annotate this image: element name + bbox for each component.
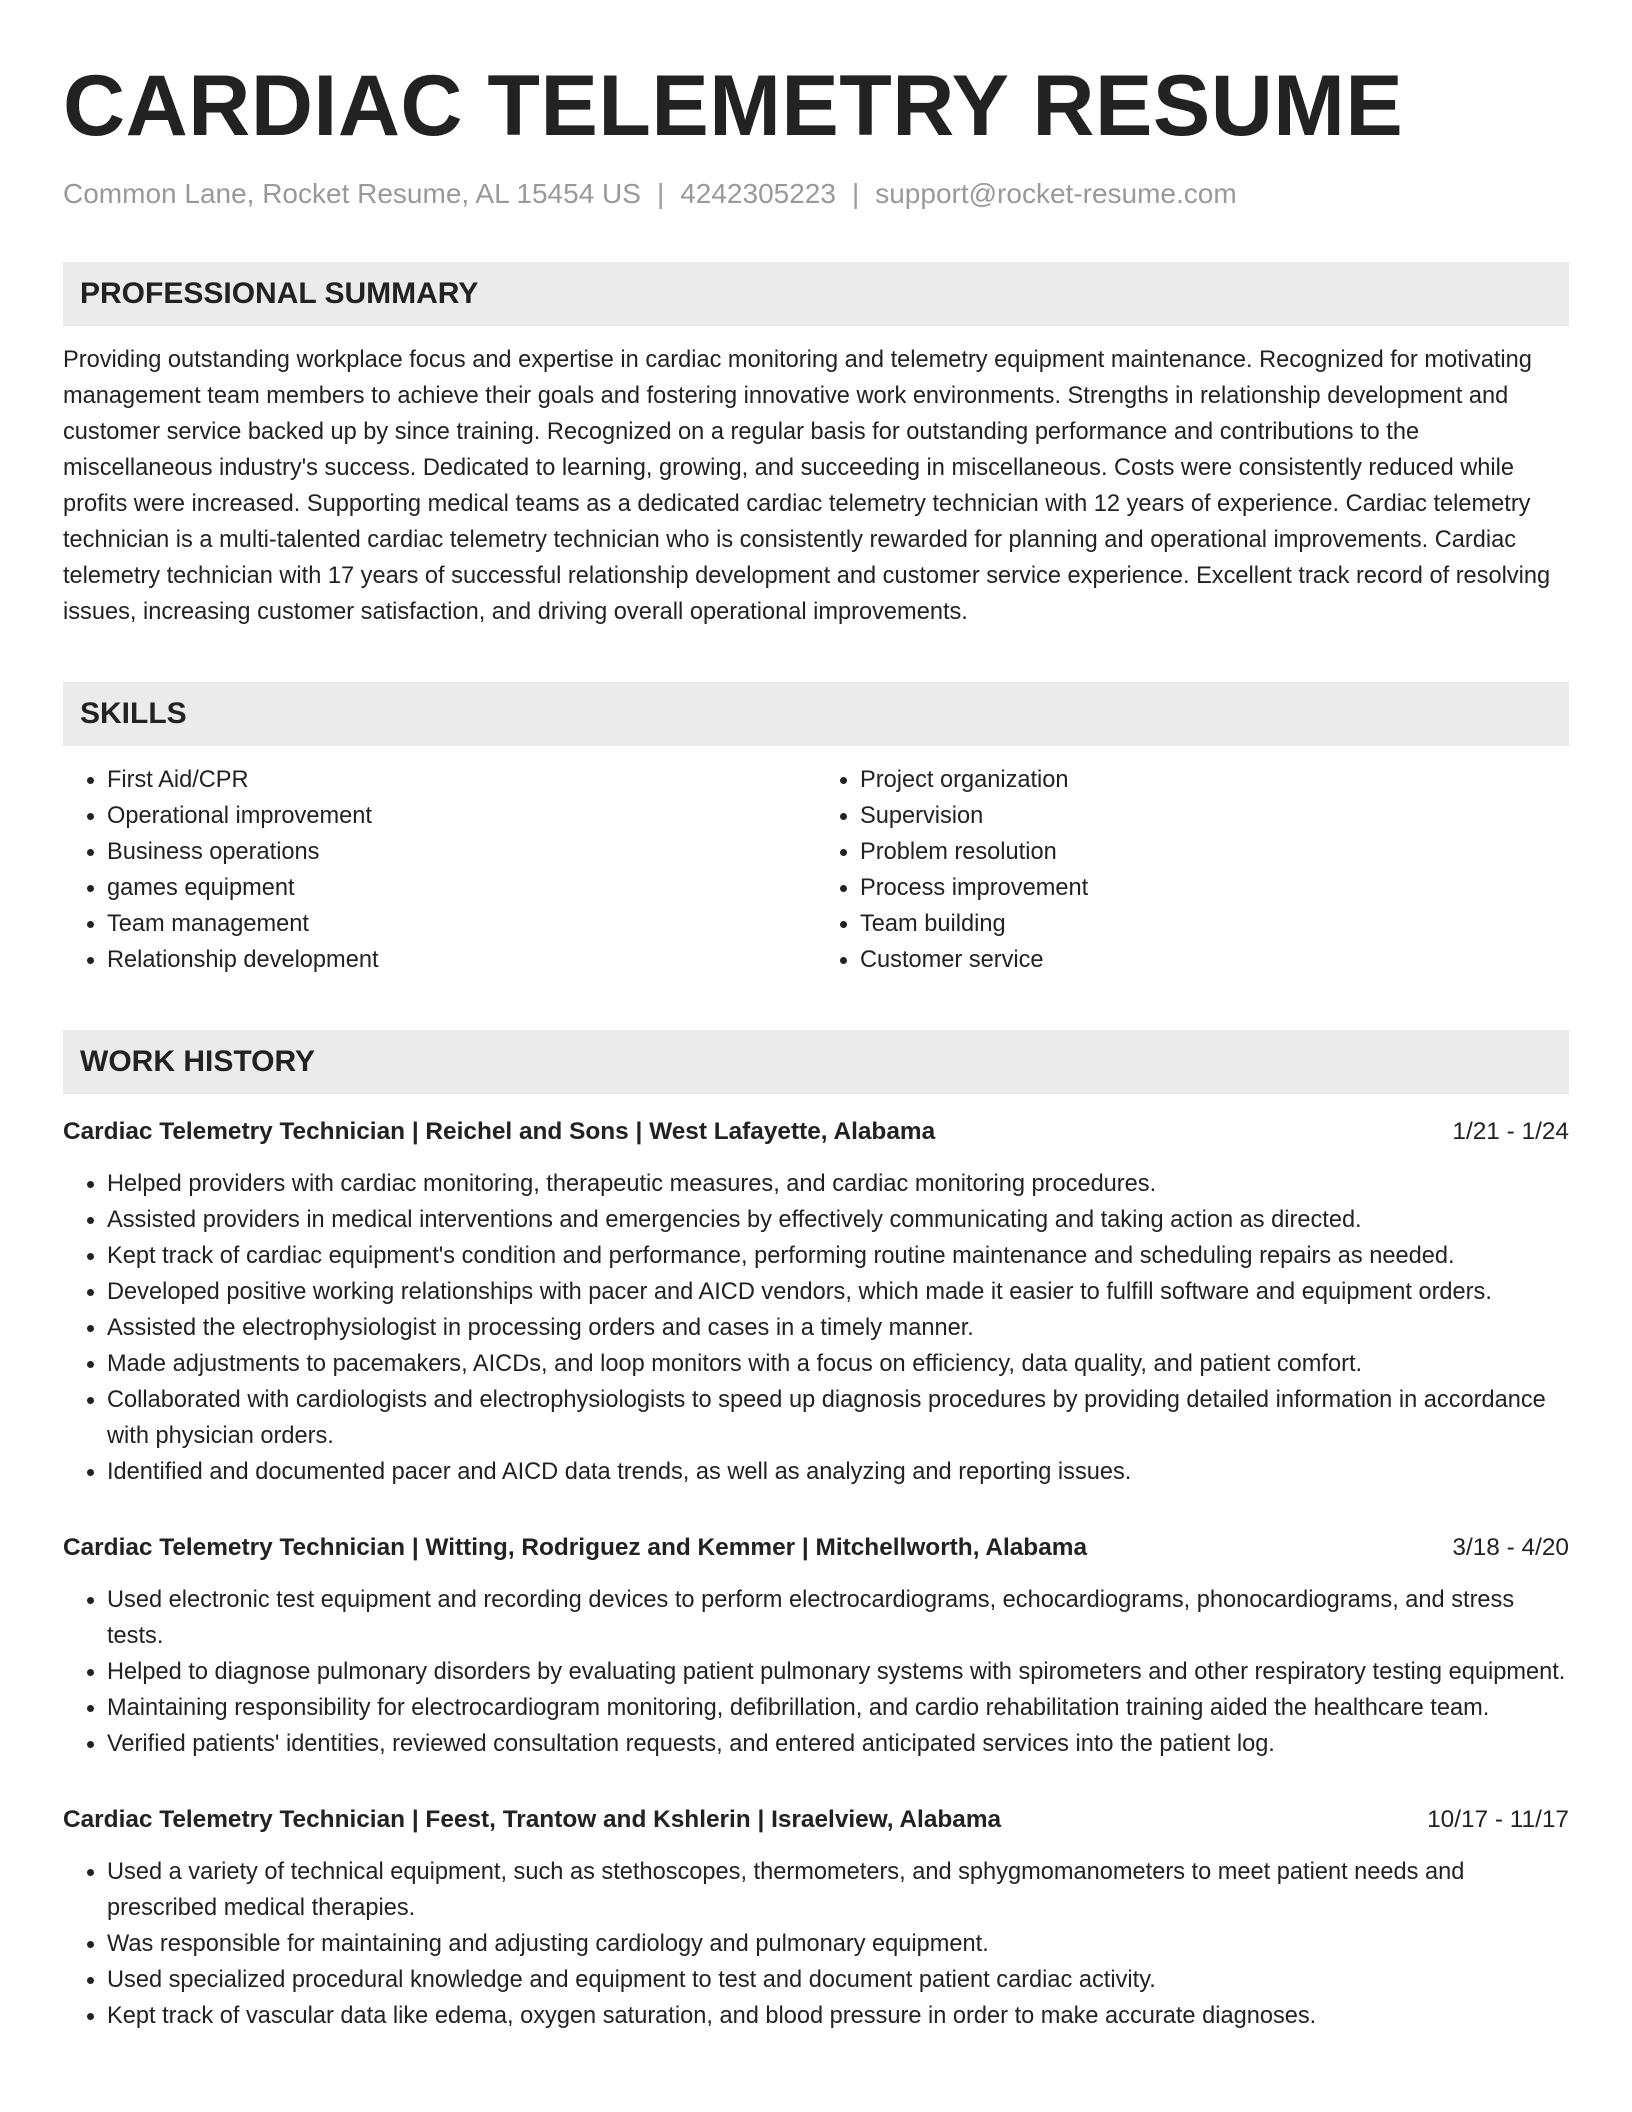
- job-dates: 10/17 - 11/17: [1427, 1806, 1569, 1833]
- job-bullets: [63, 1854, 1569, 2034]
- skills-column-left: [63, 762, 816, 978]
- job-title: Cardiac Telemetry Technician | Witting, Rodriguez and Kemmer | Mitchellworth, Alabama: [63, 1534, 1088, 1561]
- job-header: [63, 1530, 1569, 1566]
- job-bullet: • Kept track of vascular data like edema, oxygen saturation, and blood pressure in order to make accurate diagnoses.: [107, 1998, 1569, 2034]
- job-bullet: • Verified patients' identities, reviewed consultation requests, and entered anticipated services into the patient log.: [107, 1726, 1569, 1762]
- resume-title: CARDIAC TELEMETRY RESUME: [63, 58, 1404, 154]
- skill-item: • Operational improvement: [107, 798, 816, 834]
- job-bullets: [63, 1582, 1569, 1762]
- job-entry: [63, 1802, 1569, 2034]
- skill-item: • Supervision: [860, 798, 1569, 834]
- skill-item: • Team building: [860, 906, 1569, 942]
- contact-separator: |: [851, 178, 860, 209]
- job-dates: 3/18 - 4/20: [1452, 1534, 1569, 1561]
- skill-item: • games equipment: [107, 870, 816, 906]
- job-bullet: • Assisted providers in medical interventions and emergencies by effectively communicating and taking action as directed.: [107, 1202, 1569, 1238]
- skill-item: • Business operations: [107, 834, 816, 870]
- work-history-heading: WORK HISTORY: [63, 1030, 1569, 1094]
- skill-item: • Problem resolution: [860, 834, 1569, 870]
- skill-item: • Team management: [107, 906, 816, 942]
- skills-list: [63, 762, 1569, 978]
- job-header: [63, 1802, 1569, 1838]
- skill-item: • Process improvement: [860, 870, 1569, 906]
- job-entry: [63, 1114, 1569, 1490]
- job-bullet: • Helped to diagnose pulmonary disorders by evaluating patient pulmonary systems with spirometers and other respiratory testing equipment.: [107, 1654, 1569, 1690]
- job-bullets: [63, 1166, 1569, 1490]
- job-bullet: • Made adjustments to pacemakers, AICDs, and loop monitors with a focus on efficiency, data quality, and patient comfort.: [107, 1346, 1569, 1382]
- summary-heading: PROFESSIONAL SUMMARY: [63, 262, 1569, 326]
- job-bullet: • Used specialized procedural knowledge and equipment to test and document patient cardiac activity.: [107, 1962, 1569, 1998]
- skills-heading: SKILLS: [63, 682, 1569, 746]
- skills-column-right: [816, 762, 1569, 978]
- job-header: [63, 1114, 1569, 1150]
- job-bullet: • Used electronic test equipment and recording devices to perform electrocardiograms, echocardiograms, phonocardiograms, and stress tests.: [107, 1582, 1569, 1654]
- skill-item: • Relationship development: [107, 942, 816, 978]
- skill-item: • Project organization: [860, 762, 1569, 798]
- contact-line: [63, 176, 1569, 212]
- job-bullet: • Maintaining responsibility for electrocardiogram monitoring, defibrillation, and cardio rehabilitation training aided the healthcare team.: [107, 1690, 1569, 1726]
- job-bullet: • Used a variety of technical equipment, such as stethoscopes, thermometers, and sphygmomanometers to meet patient needs and prescribed medical therapies.: [107, 1854, 1569, 1926]
- summary-text: Providing outstanding workplace focus and expertise in cardiac monitoring and telemetry equipment maintenance. Recognized for motivating management team members to achieve their goals and fostering innovative work environments. Strengths in relationship development and customer service backed up by since training. Recognized on a regular basis for outstanding performance and contributions to the miscellaneous industry's success. Dedicated to learning, growing, and succeeding in miscellaneous. Costs were consistently reduced while profits were increased. Supporting medical teams as a dedicated cardiac telemetry technician with 12 years of experience. Cardiac telemetry technician is a multi-talented cardiac telemetry technician who is consistently rewarded for planning and operational improvements. Cardiac telemetry technician with 17 years of successful relationship development and customer service experience. Excellent track record of resolving issues, increasing customer satisfaction, and driving overall operational improvements.: [63, 347, 1551, 625]
- job-bullet: • Assisted the electrophysiologist in processing orders and cases in a timely manner.: [107, 1310, 1569, 1346]
- job-bullet: • Kept track of cardiac equipment's condition and performance, performing routine maintenance and scheduling repairs as needed.: [107, 1238, 1569, 1274]
- job-bullet: • Developed positive working relationships with pacer and AICD vendors, which made it easier to fulfill software and equipment orders.: [107, 1274, 1569, 1310]
- job-bullet: • Collaborated with cardiologists and electrophysiologists to speed up diagnosis procedures by providing detailed information in accordance with physician orders.: [107, 1382, 1569, 1454]
- job-title: Cardiac Telemetry Technician | Reichel and Sons | West Lafayette, Alabama: [63, 1118, 936, 1145]
- job-bullet: • Identified and documented pacer and AICD data trends, as well as analyzing and reporting issues.: [107, 1454, 1569, 1490]
- job-bullet: • Helped providers with cardiac monitoring, therapeutic measures, and cardiac monitoring procedures.: [107, 1166, 1569, 1202]
- contact-email[interactable]: support@rocket-resume.com: [875, 178, 1237, 209]
- contact-separator: |: [656, 178, 665, 209]
- contact-address: Common Lane, Rocket Resume, AL 15454 US: [63, 178, 641, 209]
- job-dates: 1/21 - 1/24: [1452, 1118, 1569, 1145]
- job-bullet: • Was responsible for maintaining and adjusting cardiology and pulmonary equipment.: [107, 1926, 1569, 1962]
- skill-item: • First Aid/CPR: [107, 762, 816, 798]
- skill-item: • Customer service: [860, 942, 1569, 978]
- job-title: Cardiac Telemetry Technician | Feest, Trantow and Kshlerin | Israelview, Alabama: [63, 1806, 1002, 1833]
- contact-phone: 4242305223: [680, 178, 836, 209]
- job-entry: [63, 1530, 1569, 1762]
